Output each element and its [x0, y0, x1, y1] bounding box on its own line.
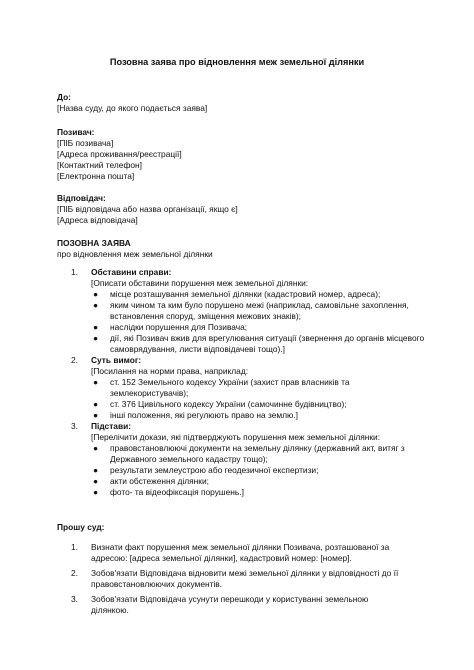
bullet-item [91, 476, 427, 487]
section-item [57, 355, 427, 421]
request-list [57, 542, 427, 616]
plaintiff-block [57, 127, 427, 182]
bullet-text: наслідки порушення для Позивача; [110, 322, 248, 332]
request-number: 2. [71, 568, 78, 578]
bullet-item [91, 410, 427, 421]
bullet-text: фото- та відеофіксація порушень.] [110, 487, 244, 497]
plaintiff-label: Позивач: [57, 127, 95, 137]
section-number: 1. [71, 267, 78, 277]
section-number: 2. [71, 355, 78, 365]
bullet-dot-icon: ● [93, 322, 99, 332]
defendant-block [57, 193, 427, 226]
bullet-text-cont: землекористувачів); [110, 388, 189, 398]
bullet-dot-icon: ● [93, 399, 99, 409]
request-label: Прошу суд: [57, 522, 105, 532]
section-intro: [Посилання на норми права, наприклад: [91, 366, 249, 376]
bullet-dot-icon: ● [93, 410, 99, 420]
bullet-text-cont: Державного земельного кадастру тощо); [110, 454, 268, 464]
defendant-name: [ПІБ відповідача або назва організації, якщо є] [57, 204, 238, 214]
section-title: Суть вимог: [91, 355, 142, 365]
sections-list [57, 267, 427, 498]
to-block [57, 92, 427, 114]
bullet-item [91, 333, 427, 355]
bullet-dot-icon: ● [93, 476, 99, 486]
to-label: До: [57, 92, 71, 102]
bullet-item [91, 465, 427, 476]
bullet-text: інші положення, які регулюють право на землю.] [110, 410, 298, 420]
plaintiff-name: [ПІБ позивача] [57, 138, 114, 148]
plaintiff-email: [Електронна пошта] [57, 171, 135, 181]
request-item [57, 594, 427, 616]
claim-heading: ПОЗОВНА ЗАЯВА [57, 238, 131, 248]
bullet-dot-icon: ● [93, 289, 99, 299]
claim-subheading: про відновлення меж земельної ділянки [57, 249, 213, 259]
bullet-item [91, 399, 427, 410]
defendant-address: [Адреса відповідача] [57, 215, 138, 225]
bullet-text-cont: встановлення споруд, зміщення межових знаків); [110, 311, 301, 321]
section-intro: [Описати обставини порушення меж земельної ділянки: [91, 278, 309, 288]
bullet-text: дії, які Позивач вжив для врегулювання ситуації (звернення до органів місцевого [110, 333, 425, 343]
bullet-item [91, 289, 427, 300]
bullet-text: акти обстеження ділянки; [110, 476, 209, 486]
bullet-dot-icon: ● [93, 333, 99, 343]
bullet-text: яким чином та ким було порушено межі (наприклад, самовільне захоплення, [110, 300, 409, 310]
section-title: Обставини справи: [91, 267, 172, 277]
section-title: Підстави: [91, 421, 132, 431]
request-text-cont: ділянкою. [91, 605, 129, 615]
plaintiff-phone: [Контактний телефон] [57, 160, 142, 170]
to-court-name: [Назва суду, до якого подається заява] [57, 103, 208, 113]
bullet-item [91, 300, 427, 322]
bullet-dot-icon: ● [93, 487, 99, 497]
document-title: Позовна заява про відновлення меж земельної ділянки [109, 57, 365, 67]
request-item [57, 568, 427, 590]
request-text-cont: правовстановлюючих документів. [91, 579, 223, 589]
bullet-text: місце розташування земельної ділянки (кадастровий номер, адреса); [110, 289, 381, 299]
bullet-item [91, 322, 427, 333]
section-item [57, 267, 427, 355]
bullet-dot-icon: ● [93, 377, 99, 387]
bullet-text: ст. 376 Цивільного кодексу України (самочинне будівництво); [110, 399, 347, 409]
bullet-text-cont: самоврядування, листи відповідачеві тощо).] [110, 344, 285, 354]
request-block [57, 522, 427, 533]
section-item [57, 421, 427, 498]
bullet-item [91, 487, 427, 498]
section-number: 3. [71, 421, 78, 431]
request-item [57, 542, 427, 564]
request-text: Визнати факт порушення меж земельної ділянки Позивача, розташованої за [91, 542, 390, 552]
bullet-item [91, 377, 427, 399]
request-text-cont: адресою: [адреса земельної ділянки], кадастровий номер: [номер]. [91, 553, 352, 563]
bullet-text: ст. 152 Земельного кодексу України (захист прав власників та [110, 377, 350, 387]
request-text: Зобов'язати Відповідача усунути перешкоди у користуванні земельною [91, 594, 369, 604]
bullet-item [91, 443, 427, 465]
request-text: Зобов'язати Відповідача відновити межі земельної ділянки у відповідності до її [91, 568, 399, 578]
bullet-text: результати землеустрою або геодезичної експертизи; [110, 465, 319, 475]
request-number: 3. [71, 594, 78, 604]
plaintiff-address: [Адреса проживання/реєстрації] [57, 149, 182, 159]
request-number: 1. [71, 542, 78, 552]
bullet-dot-icon: ● [93, 443, 99, 453]
bullet-dot-icon: ● [93, 300, 99, 310]
defendant-label: Відповідач: [57, 193, 106, 203]
section-intro: [Перелічити докази, які підтверджують порушення меж земельної ділянки: [91, 432, 381, 442]
claim-heading-block [57, 238, 427, 260]
bullet-dot-icon: ● [93, 465, 99, 475]
bullet-text: правовстановлюючі документи на земельну ділянку (державний акт, витяг з [110, 443, 405, 453]
